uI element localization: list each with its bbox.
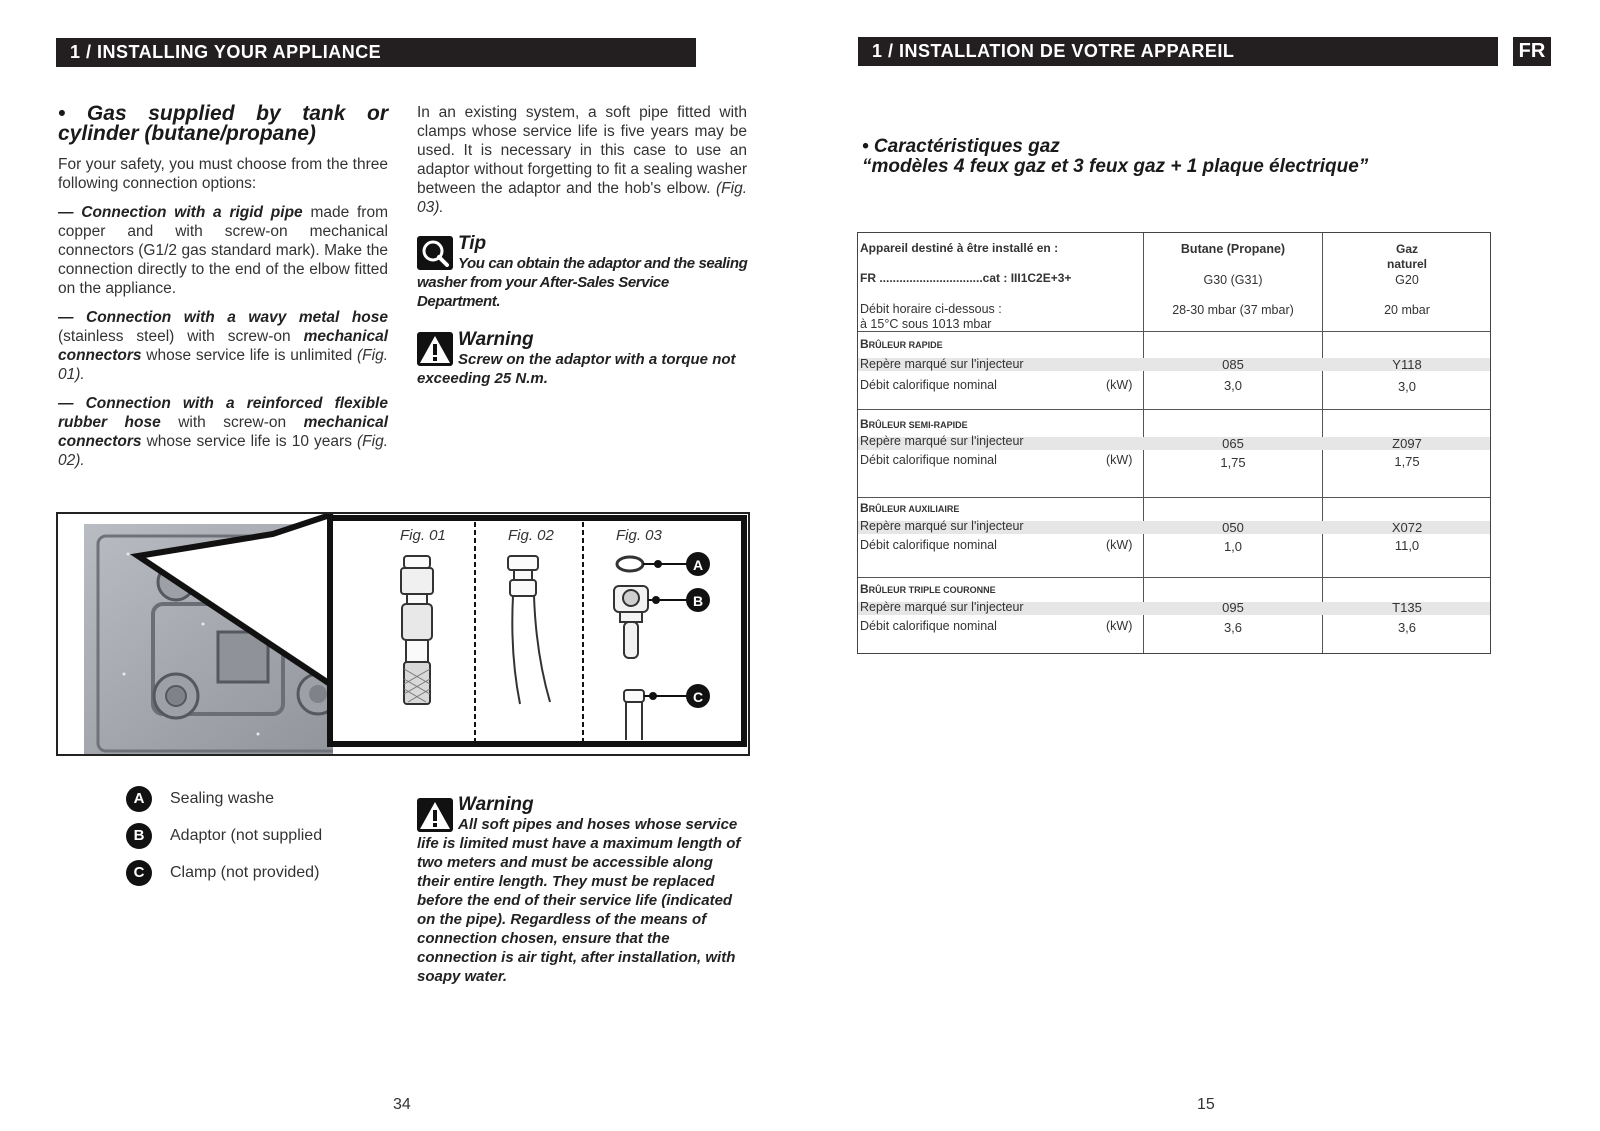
- natural-power: 11,0: [1394, 538, 1420, 553]
- unit-kw: (kW): [1106, 378, 1133, 392]
- warning-title: Warning: [458, 794, 534, 815]
- debit-label: Débit calorifique nominal: [860, 378, 997, 392]
- debit-label: Débit calorifique nominal: [860, 619, 997, 633]
- butane-column-header: Butane (Propane): [1180, 242, 1286, 256]
- marker-a: A: [692, 557, 704, 573]
- language-badge: FR: [1513, 37, 1551, 66]
- connection-options-text: [58, 155, 388, 480]
- legend-text-b: Adaptor (not supplied: [170, 827, 323, 844]
- natural-power: 1,75: [1394, 454, 1420, 469]
- existing-system-paragraph: In an existing system, a soft pipe fitted with clamps whose service life is five years may be used. It is necessary in this case to use an adaptor without forgetting to fit a sealing washer between the adaptor and the hob's elbow. (Fig. 03).: [417, 104, 747, 216]
- intro-paragraph: For your safety, you must choose from the three following connection options:: [58, 156, 388, 192]
- natural-gas-type: G20: [1395, 273, 1419, 287]
- warning-hoses-text: All soft pipes and hoses whose service life is limited must have a maximum length of two meters and must be accessible along their entire length. They must be replaced before the end of their service life (indicated on the pipe). Regardless of the means of connection chosen, ensure that the connection is air tight, after installation, with soapy water.: [417, 816, 741, 985]
- fig-03-label: Fig. 03: [616, 527, 662, 544]
- appareil-label: Appareil destiné à être installé en :: [860, 241, 1059, 255]
- butane-power: 3,0: [1223, 378, 1243, 393]
- butane-injector: 065: [1222, 436, 1244, 451]
- debit-label: Débit calorifique nominal: [860, 453, 997, 467]
- butane-injector: 095: [1222, 600, 1244, 615]
- fr-category: FR ...............................cat : III1C2E+3+: [860, 271, 1072, 285]
- burner-name: BRÛLEUR RAPIDE: [860, 337, 943, 351]
- natural-power: 3,6: [1397, 620, 1417, 635]
- connection-figure: [56, 512, 750, 756]
- natural-injector: X072: [1391, 520, 1423, 535]
- butane-power: 1,0: [1223, 539, 1243, 554]
- option-rubber-hose: — Connection with a reinforced flexible rubber hose with screw-on mechanical connectors whose service life is 10 years (Fig. 02).: [58, 395, 388, 469]
- natural-gas-pressure: 20 mbar: [1384, 303, 1430, 317]
- butane-power: 3,6: [1223, 620, 1243, 635]
- natural-injector: T135: [1392, 600, 1422, 615]
- natural-injector: Z097: [1392, 436, 1422, 451]
- legend-text-c: Clamp (not provided): [170, 864, 320, 881]
- legend-text-a: Sealing washe: [170, 790, 275, 807]
- butane-injector: 050: [1222, 520, 1244, 535]
- option-wavy-metal-hose: — Connection with a wavy metal hose (stainless steel) with screw-on mechanical connectors whose service life is unlimited (Fig. 01).: [58, 309, 388, 383]
- gas-characteristics-heading: • Caractéristiques gaz “modèles 4 feux gaz et 3 feux gaz + 1 plaque électrique”: [862, 136, 1369, 177]
- butane-power: 1,75: [1220, 455, 1246, 470]
- warning-text: Screw on the adaptor with a torque not exceeding 25 N.m.: [417, 351, 736, 387]
- legend-key-c: C: [126, 860, 152, 886]
- fig-01-label: Fig. 01: [400, 527, 446, 544]
- burner-name: BRÛLEUR TRIPLE COURONNE: [860, 582, 996, 596]
- left-section-header: 1 / INSTALLING YOUR APPLIANCE: [56, 38, 696, 67]
- option-rigid-pipe: — Connection with a rigid pipe made from copper and with screw-on mechanical connectors (G1/2 gas standard mark). Make the connection directly to the end of the elbow fitted on the appliance.: [58, 204, 388, 297]
- tip-title: Tip: [458, 233, 487, 254]
- legend-key-a: A: [126, 786, 152, 812]
- burner-name: BRÛLEUR SEMI-RAPIDE: [860, 417, 968, 431]
- butane-gas-type: G30 (G31): [1203, 273, 1263, 287]
- marker-b: B: [692, 593, 704, 609]
- fig-02-label: Fig. 02: [508, 527, 554, 544]
- page-number-right: 15: [1197, 1096, 1215, 1113]
- tip-text: You can obtain the adaptor and the sealing washer from your After-Sales Service Department.: [417, 255, 748, 310]
- natural-injector: Y118: [1392, 357, 1422, 372]
- right-section-header: 1 / INSTALLATION DE VOTRE APPAREIL: [858, 37, 1498, 66]
- unit-kw: (kW): [1106, 453, 1133, 467]
- hob-illustration: [58, 514, 748, 754]
- natural-power: 3,0: [1397, 379, 1417, 394]
- warning-title: Warning: [458, 329, 534, 350]
- marker-c: C: [692, 689, 704, 705]
- page-number-left: 34: [393, 1096, 411, 1113]
- unit-kw: (kW): [1106, 619, 1133, 633]
- butane-pressure: 28-30 mbar (37 mbar): [1172, 303, 1294, 317]
- gas-supply-heading: • Gas supplied by tank or cylinder (butane/propane): [58, 102, 388, 145]
- debit-horaire-label: Débit horaire ci-dessous : à 15°C sous 1013 mbar: [860, 302, 1002, 331]
- gas-characteristics-table: [857, 232, 1491, 654]
- legend-key-b: B: [126, 823, 152, 849]
- debit-label: Débit calorifique nominal: [860, 538, 997, 552]
- repere-label: Repère marqué sur l'injecteur: [860, 357, 1024, 371]
- unit-kw: (kW): [1106, 538, 1133, 552]
- repere-label: Repère marqué sur l'injecteur: [860, 434, 1024, 448]
- burner-name: BRÛLEUR AUXILIAIRE: [860, 501, 960, 515]
- repere-label: Repère marqué sur l'injecteur: [860, 600, 1024, 614]
- butane-injector: 085: [1222, 357, 1244, 372]
- repere-label: Repère marqué sur l'injecteur: [860, 519, 1024, 533]
- natural-gas-column-header: Gaz naturel: [1386, 242, 1427, 271]
